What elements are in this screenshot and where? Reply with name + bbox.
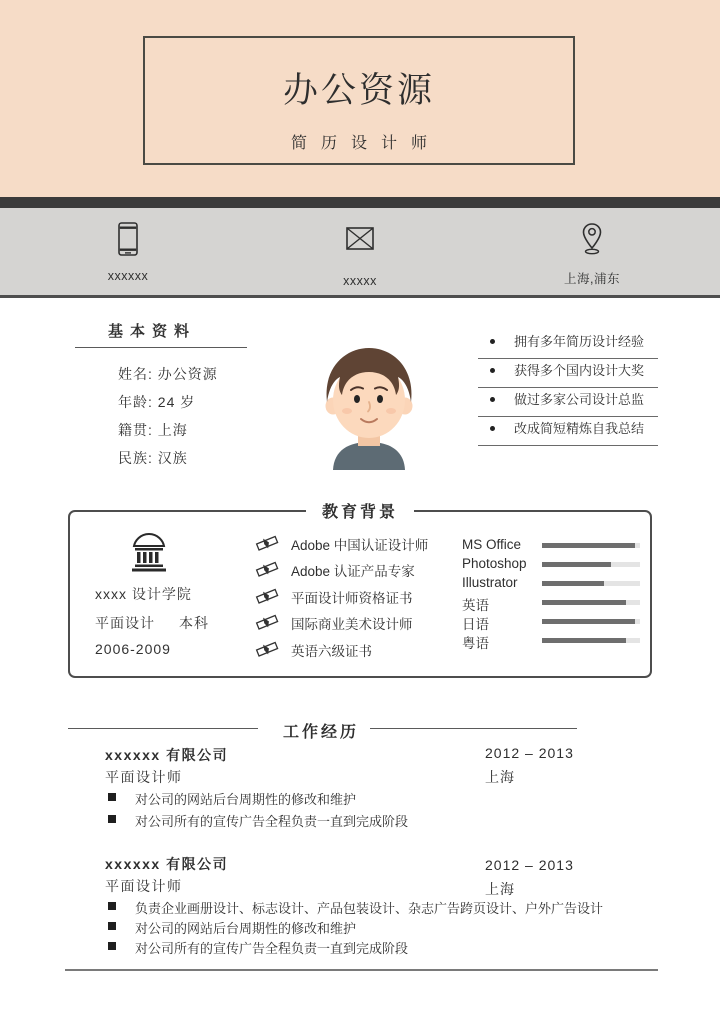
skill-row [462,613,642,632]
job1-role: 平面设计师 [105,769,183,785]
phone-value: xxxxxx [107,269,149,283]
mail-icon [346,222,374,261]
education-title-text: 教育背景 [306,499,414,522]
major-degree [95,613,209,633]
major: 平面设计 [95,615,155,631]
diploma-icon [255,640,279,658]
job1-location: 上海 [485,769,515,785]
degree: 本科 [179,615,209,631]
field-origin [118,420,188,440]
location-value: 上海,浦东 [564,272,620,286]
bullet-dot-icon [490,426,495,431]
bullet-square-icon [108,793,116,801]
field-name-value: 办公资源 [157,366,218,382]
highlight-item [478,330,658,359]
field-ethnicity [118,448,188,468]
highlight-item [478,359,658,388]
field-age [118,392,195,412]
skill-bar-track [542,543,640,548]
bullet-dot-icon [490,339,495,344]
job-bullet-text: 对公司的网站后台周期性的修改和维护 [135,792,357,807]
header-banner [0,0,720,197]
job-bullet-text: 负责企业画册设计、标志设计、产品包装设计、杂志广告跨页设计、户外广告设计 [135,901,604,916]
skill-bar-fill [542,600,626,605]
job-bullet-text: 对公司的网站后台周期性的修改和维护 [135,921,357,936]
job2-role: 平面设计师 [105,878,183,894]
school-bank-icon [128,531,170,573]
diploma-icon [255,587,279,605]
skill-bar-track [542,562,640,567]
work-title: 工作经历 [283,724,360,741]
field-ethnicity-label: 民族: [118,450,153,466]
certificate-text: Adobe 认证产品专家 [291,564,415,579]
basic-info-underline [75,347,247,348]
skill-row [462,632,642,651]
location-icon [581,222,603,256]
job-bullet-text: 对公司所有的宣传广告全程负责一直到完成阶段 [135,941,409,956]
certificate-text: 英语六级证书 [291,644,372,659]
bullet-square-icon [108,815,116,823]
contact-email [280,222,440,288]
job2-company: xxxxxx 有限公司 [105,856,229,872]
skill-row [462,537,642,553]
job-bullet-text: 对公司所有的宣传广告全程负责一直到完成阶段 [135,814,409,829]
certificate-text: 国际商业美术设计师 [291,617,413,632]
skill-bar-fill [542,562,611,567]
highlight-text: 改成简短精炼自我总结 [514,421,645,436]
highlight-item [478,388,658,417]
field-age-label: 年龄: [118,394,153,410]
bullet-dot-icon [490,368,495,373]
field-name-label: 姓名: [118,366,153,382]
highlight-item [478,417,658,446]
skill-bar-fill [542,619,635,624]
field-origin-value: 上海 [157,422,188,438]
diploma-icon [255,534,279,552]
field-origin-label: 籍贯: [118,422,153,438]
skill-name: 粤语 [462,636,489,651]
email-value: xxxxx [343,274,377,288]
skill-name: Photoshop [462,556,527,571]
job1-period: 2012 – 2013 [485,745,574,761]
skill-row [462,575,642,591]
diploma-icon [255,613,279,631]
field-ethnicity-value: 汉族 [157,450,188,466]
field-age-value: 24 岁 [157,394,196,410]
avatar [303,336,435,470]
phone-icon [117,222,139,256]
bullet-square-icon [108,902,116,910]
skill-bar-track [542,581,640,586]
contact-bar [0,208,720,298]
work-divider-right [370,728,577,729]
highlight-text: 获得多个国内设计大奖 [514,363,645,378]
highlight-text: 拥有多年简历设计经验 [514,334,645,349]
job1-company: xxxxxx 有限公司 [105,747,229,763]
divider-bar [0,197,720,208]
skill-bar-track [542,600,640,605]
basic-info-title: 基本资料 [108,323,197,340]
header-title-box [143,36,575,165]
school-name: xxxx 设计学院 [95,586,192,602]
skill-name: 日语 [462,617,489,632]
diploma-icon [255,560,279,578]
page-subtitle: 简历设计师 [290,135,441,152]
certificate-text: 平面设计师资格证书 [291,591,413,606]
bullet-dot-icon [490,397,495,402]
skill-bar-track [542,638,640,643]
skill-bar-fill [542,543,635,548]
contact-phone [48,222,208,283]
certificate-text: Adobe 中国认证设计师 [291,538,429,553]
bullet-square-icon [108,942,116,950]
field-name [118,364,218,384]
contact-location [512,222,672,287]
job2-location: 上海 [485,881,515,897]
page-title: 办公资源 [282,71,435,110]
skill-row [462,556,642,572]
job2-period: 2012 – 2013 [485,857,574,873]
education-years: 2006-2009 [95,641,171,657]
skill-name: Illustrator [462,575,518,590]
skill-bar-track [542,619,640,624]
skill-name: MS Office [462,537,522,552]
bullet-square-icon [108,922,116,930]
work-divider-left [68,728,258,729]
skill-bar-fill [542,638,626,643]
education-title [0,499,720,522]
skill-name: 英语 [462,598,489,613]
bottom-rule [65,969,658,971]
skill-row [462,594,642,613]
skill-bar-fill [542,581,604,586]
highlight-text: 做过多家公司设计总监 [514,392,645,407]
